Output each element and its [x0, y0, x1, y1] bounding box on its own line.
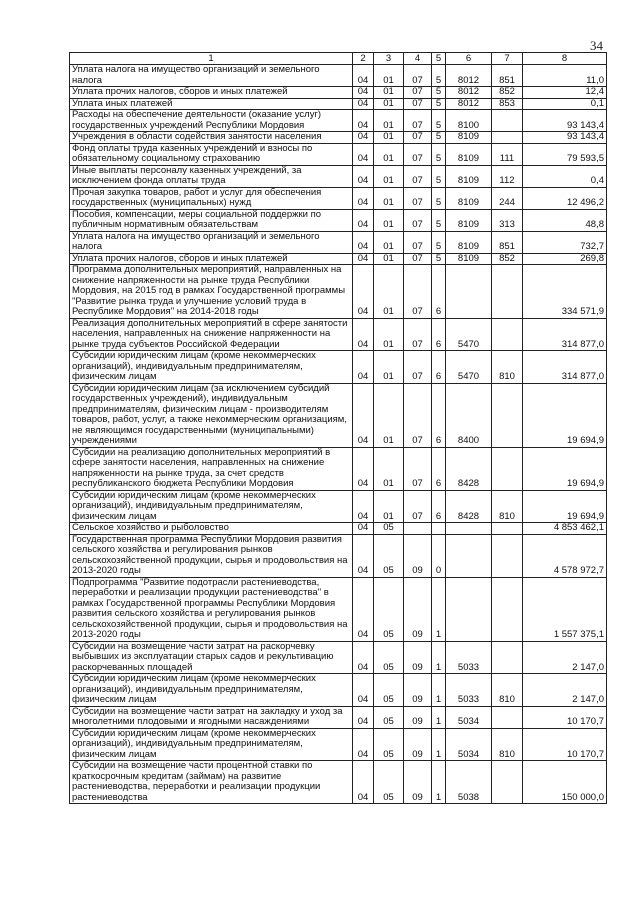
code-cell-4: 07 [404, 383, 432, 447]
code-cell-7: 112 [492, 165, 523, 187]
code-cell-3: 01 [374, 383, 404, 447]
row-name-cell: Уплата прочих налогов, сборов и иных платежей [70, 253, 353, 265]
code-cell-5: 5 [432, 110, 446, 132]
budget-table [69, 52, 607, 804]
code-cell-5: 5 [432, 165, 446, 187]
table-row [70, 761, 607, 804]
code-cell-7: 111 [492, 143, 523, 165]
code-cell-7: 244 [492, 187, 523, 209]
amount-cell: 314 877,0 [523, 318, 607, 351]
row-name-cell: Уплата иных платежей [70, 98, 353, 110]
row-name-cell: Субсидии юридическим лицам (кроме некоммерческих организаций), индивидуальным предпринимателям, физическим лицам [70, 674, 353, 707]
table-row [70, 351, 607, 384]
code-cell-6: 8109 [446, 165, 492, 187]
amount-cell: 150 000,0 [523, 761, 607, 804]
code-cell-3: 01 [374, 98, 404, 110]
code-cell-3: 01 [374, 490, 404, 523]
table-row [70, 534, 607, 577]
code-cell-2: 04 [353, 490, 374, 523]
table-row [70, 110, 607, 132]
code-cell-6: 5033 [446, 641, 492, 674]
table-row [70, 231, 607, 253]
code-cell-6 [446, 523, 492, 535]
amount-cell: 79 593,5 [523, 143, 607, 165]
code-cell-7: 810 [492, 728, 523, 761]
amount-cell: 12 496,2 [523, 187, 607, 209]
code-cell-2: 04 [353, 674, 374, 707]
code-cell-2: 04 [353, 447, 374, 490]
row-name-cell: Уплата налога на имущество организаций и земельного налога [70, 65, 353, 87]
code-cell-2: 04 [353, 523, 374, 535]
code-cell-2: 04 [353, 641, 374, 674]
amount-cell: 4 578 972,7 [523, 534, 607, 577]
code-cell-5: 5 [432, 87, 446, 99]
amount-cell: 0,4 [523, 165, 607, 187]
code-cell-3: 01 [374, 318, 404, 351]
row-name-cell: Прочая закупка товаров, работ и услуг для обеспечения государственных (муниципальных) нужд [70, 187, 353, 209]
code-cell-6: 8012 [446, 98, 492, 110]
column-header: 5 [432, 53, 446, 65]
amount-cell: 11,0 [523, 65, 607, 87]
code-cell-6: 8428 [446, 447, 492, 490]
row-name-cell: Иные выплаты персоналу казенных учреждений, за исключением фонда оплаты труда [70, 165, 353, 187]
code-cell-6: 8109 [446, 132, 492, 144]
code-cell-3: 01 [374, 65, 404, 87]
code-cell-2: 04 [353, 265, 374, 319]
code-cell-6: 8109 [446, 231, 492, 253]
code-cell-5: 1 [432, 641, 446, 674]
code-cell-6: 5038 [446, 761, 492, 804]
code-cell-2: 04 [353, 187, 374, 209]
table-row [70, 143, 607, 165]
amount-cell: 0,1 [523, 98, 607, 110]
row-name-cell: Субсидии на реализацию дополнительных мероприятий в сфере занятости населения, направленных на снижение напряженности на рынке труда, за счет средств республиканского бюджета Республики Мордовия [70, 447, 353, 490]
code-cell-7: 852 [492, 87, 523, 99]
table-row [70, 383, 607, 447]
code-cell-7: 810 [492, 490, 523, 523]
code-cell-4: 07 [404, 265, 432, 319]
amount-cell: 2 147,0 [523, 641, 607, 674]
code-cell-2: 04 [353, 253, 374, 265]
code-cell-7 [492, 706, 523, 728]
code-cell-2: 04 [353, 761, 374, 804]
code-cell-4: 07 [404, 231, 432, 253]
table-row [70, 65, 607, 87]
amount-cell: 10 170,7 [523, 728, 607, 761]
code-cell-6: 8012 [446, 65, 492, 87]
column-header: 2 [353, 53, 374, 65]
code-cell-5: 5 [432, 231, 446, 253]
code-cell-7: 852 [492, 253, 523, 265]
row-name-cell: Подпрограмма "Развитие подотрасли растениеводства, переработки и реализации продукции растениеводства" в рамках Государственной программы Республики Мордовия развития сельского хозяйства и регулирования рынков сельскохозяйственной продукции, сырья и продовольствия на 2013-2020 годы [70, 577, 353, 641]
code-cell-4: 09 [404, 728, 432, 761]
table-row [70, 641, 607, 674]
amount-cell: 12,4 [523, 87, 607, 99]
amount-cell: 4 853 462,1 [523, 523, 607, 535]
code-cell-5: 1 [432, 577, 446, 641]
amount-cell: 1 557 375,1 [523, 577, 607, 641]
amount-cell: 10 170,7 [523, 706, 607, 728]
column-header: 4 [404, 53, 432, 65]
code-cell-5: 6 [432, 490, 446, 523]
code-cell-5: 1 [432, 728, 446, 761]
code-cell-6: 8109 [446, 187, 492, 209]
code-cell-5 [432, 523, 446, 535]
code-cell-2: 04 [353, 143, 374, 165]
amount-cell: 269,8 [523, 253, 607, 265]
code-cell-5: 5 [432, 209, 446, 231]
code-cell-6: 5034 [446, 728, 492, 761]
code-cell-6: 5033 [446, 674, 492, 707]
code-cell-6: 8428 [446, 490, 492, 523]
code-cell-3: 01 [374, 351, 404, 384]
code-cell-5: 5 [432, 253, 446, 265]
row-name-cell: Субсидии юридическим лицам (кроме некоммерческих организаций), индивидуальным предпринимателям, физическим лицам [70, 490, 353, 523]
row-name-cell: Фонд оплаты труда казенных учреждений и взносы по обязательному социальному страхованию [70, 143, 353, 165]
code-cell-4: 09 [404, 706, 432, 728]
amount-cell: 19 694,9 [523, 383, 607, 447]
table-row [70, 728, 607, 761]
code-cell-7: 853 [492, 98, 523, 110]
code-cell-5: 5 [432, 143, 446, 165]
code-cell-3: 01 [374, 231, 404, 253]
code-cell-5: 6 [432, 351, 446, 384]
code-cell-4: 07 [404, 490, 432, 523]
code-cell-5: 1 [432, 761, 446, 804]
code-cell-7: 851 [492, 231, 523, 253]
code-cell-3: 01 [374, 187, 404, 209]
code-cell-4: 07 [404, 351, 432, 384]
code-cell-7 [492, 761, 523, 804]
code-cell-3: 01 [374, 253, 404, 265]
header-row [70, 53, 607, 65]
amount-cell: 314 877,0 [523, 351, 607, 384]
code-cell-4: 07 [404, 132, 432, 144]
code-cell-3: 05 [374, 523, 404, 535]
code-cell-2: 04 [353, 165, 374, 187]
page-number: 34 [590, 38, 603, 53]
row-name-cell: Уплата прочих налогов, сборов и иных платежей [70, 87, 353, 99]
table-row [70, 706, 607, 728]
code-cell-3: 05 [374, 534, 404, 577]
row-name-cell: Сельское хозяйство и рыболовство [70, 523, 353, 535]
code-cell-2: 04 [353, 318, 374, 351]
code-cell-5: 5 [432, 65, 446, 87]
code-cell-5: 5 [432, 98, 446, 110]
row-name-cell: Программа дополнительных мероприятий, направленных на снижение напряженности на рынке труда Республики Мордовия, на 2015 год в рамках Государственной программы "Развитие рынка труда и улучшение условий труда в Республике Мордовия" на 2014-2018 годы [70, 265, 353, 319]
table-row [70, 132, 607, 144]
table-row [70, 265, 607, 319]
code-cell-6 [446, 534, 492, 577]
code-cell-3: 01 [374, 447, 404, 490]
table-row [70, 98, 607, 110]
code-cell-2: 04 [353, 209, 374, 231]
code-cell-2: 04 [353, 351, 374, 384]
row-name-cell: Субсидии юридическим лицам (кроме некоммерческих организаций), индивидуальным предпринимателям, физическим лицам [70, 728, 353, 761]
code-cell-4: 07 [404, 209, 432, 231]
column-header: 1 [70, 53, 353, 65]
row-name-cell: Государственная программа Республики Мордовия развития сельского хозяйства и регулирования рынков сельскохозяйственной продукции, сырья и продовольствия на 2013-2020 годы [70, 534, 353, 577]
code-cell-4: 07 [404, 165, 432, 187]
code-cell-7: 810 [492, 674, 523, 707]
code-cell-7 [492, 577, 523, 641]
code-cell-4: 07 [404, 98, 432, 110]
code-cell-4: 07 [404, 318, 432, 351]
table-row [70, 187, 607, 209]
code-cell-7 [492, 447, 523, 490]
code-cell-3: 01 [374, 87, 404, 99]
code-cell-6: 8109 [446, 209, 492, 231]
row-name-cell: Реализация дополнительных мероприятий в сфере занятости населения, направленных на снижение напряженности на рынке труда субъектов Российской Федерации [70, 318, 353, 351]
code-cell-3: 05 [374, 577, 404, 641]
column-header: 8 [523, 53, 607, 65]
table-row [70, 523, 607, 535]
code-cell-6: 8109 [446, 253, 492, 265]
code-cell-2: 04 [353, 65, 374, 87]
amount-cell: 732,7 [523, 231, 607, 253]
code-cell-6: 5470 [446, 351, 492, 384]
table-row [70, 447, 607, 490]
code-cell-4: 07 [404, 65, 432, 87]
code-cell-6: 5034 [446, 706, 492, 728]
code-cell-5: 6 [432, 265, 446, 319]
code-cell-7 [492, 318, 523, 351]
code-cell-7 [492, 534, 523, 577]
code-cell-4: 09 [404, 641, 432, 674]
code-cell-5: 5 [432, 187, 446, 209]
code-cell-3: 05 [374, 641, 404, 674]
amount-cell: 2 147,0 [523, 674, 607, 707]
code-cell-3: 01 [374, 132, 404, 144]
code-cell-2: 04 [353, 98, 374, 110]
code-cell-6 [446, 265, 492, 319]
amount-cell: 93 143,4 [523, 132, 607, 144]
code-cell-6: 8012 [446, 87, 492, 99]
code-cell-3: 01 [374, 110, 404, 132]
row-name-cell: Субсидии на возмещение части процентной ставки по краткосрочным кредитам (займам) на развитие растениеводства, переработки и реализации продукции растениеводства [70, 761, 353, 804]
table-row [70, 490, 607, 523]
code-cell-5: 0 [432, 534, 446, 577]
code-cell-7 [492, 132, 523, 144]
table-row [70, 87, 607, 99]
code-cell-6: 5470 [446, 318, 492, 351]
code-cell-3: 05 [374, 761, 404, 804]
code-cell-6: 8100 [446, 110, 492, 132]
amount-cell: 19 694,9 [523, 447, 607, 490]
code-cell-2: 04 [353, 87, 374, 99]
code-cell-6: 8109 [446, 143, 492, 165]
code-cell-5: 6 [432, 318, 446, 351]
code-cell-4: 07 [404, 253, 432, 265]
code-cell-7 [492, 383, 523, 447]
row-name-cell: Субсидии юридическим лицам (за исключением субсидий государственных учреждений), индивидуальным предпринимателям, физическим лицам - производителям товаров, работ, услуг, а также некоммерческим организациям, не являющимся государственными (муниципальными) учреждениями [70, 383, 353, 447]
code-cell-4: 07 [404, 87, 432, 99]
code-cell-5: 1 [432, 706, 446, 728]
column-header: 7 [492, 53, 523, 65]
row-name-cell: Субсидии на возмещение части затрат на закладку и уход за многолетними плодовыми и ягодными насаждениями [70, 706, 353, 728]
code-cell-4: 09 [404, 761, 432, 804]
row-name-cell: Расходы на обеспечение деятельности (оказание услуг) государственных учреждений Республики Мордовия [70, 110, 353, 132]
code-cell-5: 5 [432, 132, 446, 144]
table-row [70, 253, 607, 265]
amount-cell: 48,8 [523, 209, 607, 231]
row-name-cell: Учреждения в области содействия занятости населения [70, 132, 353, 144]
code-cell-3: 05 [374, 728, 404, 761]
code-cell-3: 01 [374, 165, 404, 187]
code-cell-2: 04 [353, 110, 374, 132]
code-cell-3: 05 [374, 706, 404, 728]
table-row [70, 318, 607, 351]
amount-cell: 19 694,9 [523, 490, 607, 523]
code-cell-5: 6 [432, 447, 446, 490]
table-row [70, 209, 607, 231]
code-cell-7 [492, 265, 523, 319]
code-cell-5: 1 [432, 674, 446, 707]
code-cell-5: 6 [432, 383, 446, 447]
code-cell-4 [404, 523, 432, 535]
row-name-cell: Субсидии юридическим лицам (кроме некоммерческих организаций), индивидуальным предпринимателям, физическим лицам [70, 351, 353, 384]
code-cell-3: 01 [374, 265, 404, 319]
code-cell-3: 01 [374, 209, 404, 231]
column-header: 6 [446, 53, 492, 65]
code-cell-7 [492, 641, 523, 674]
code-cell-4: 09 [404, 534, 432, 577]
code-cell-2: 04 [353, 231, 374, 253]
code-cell-2: 04 [353, 706, 374, 728]
code-cell-6 [446, 577, 492, 641]
code-cell-4: 09 [404, 577, 432, 641]
code-cell-4: 07 [404, 187, 432, 209]
column-header: 3 [374, 53, 404, 65]
code-cell-4: 09 [404, 674, 432, 707]
code-cell-4: 07 [404, 143, 432, 165]
code-cell-3: 01 [374, 143, 404, 165]
code-cell-2: 04 [353, 534, 374, 577]
code-cell-3: 05 [374, 674, 404, 707]
row-name-cell: Уплата налога на имущество организаций и земельного налога [70, 231, 353, 253]
code-cell-2: 04 [353, 728, 374, 761]
code-cell-7 [492, 523, 523, 535]
code-cell-2: 04 [353, 577, 374, 641]
table-row [70, 577, 607, 641]
amount-cell: 334 571,9 [523, 265, 607, 319]
code-cell-7: 313 [492, 209, 523, 231]
code-cell-7: 851 [492, 65, 523, 87]
table-row [70, 165, 607, 187]
code-cell-7 [492, 110, 523, 132]
code-cell-4: 07 [404, 110, 432, 132]
row-name-cell: Субсидии на возмещение части затрат на раскорчевку выбывших из эксплуатации старых садов и рекультивацию раскорчеванных площадей [70, 641, 353, 674]
table-row [70, 674, 607, 707]
code-cell-4: 07 [404, 447, 432, 490]
row-name-cell: Пособия, компенсации, меры социальной поддержки по публичным нормативным обязательствам [70, 209, 353, 231]
amount-cell: 93 143,4 [523, 110, 607, 132]
code-cell-6: 8400 [446, 383, 492, 447]
code-cell-2: 04 [353, 383, 374, 447]
code-cell-7: 810 [492, 351, 523, 384]
code-cell-2: 04 [353, 132, 374, 144]
